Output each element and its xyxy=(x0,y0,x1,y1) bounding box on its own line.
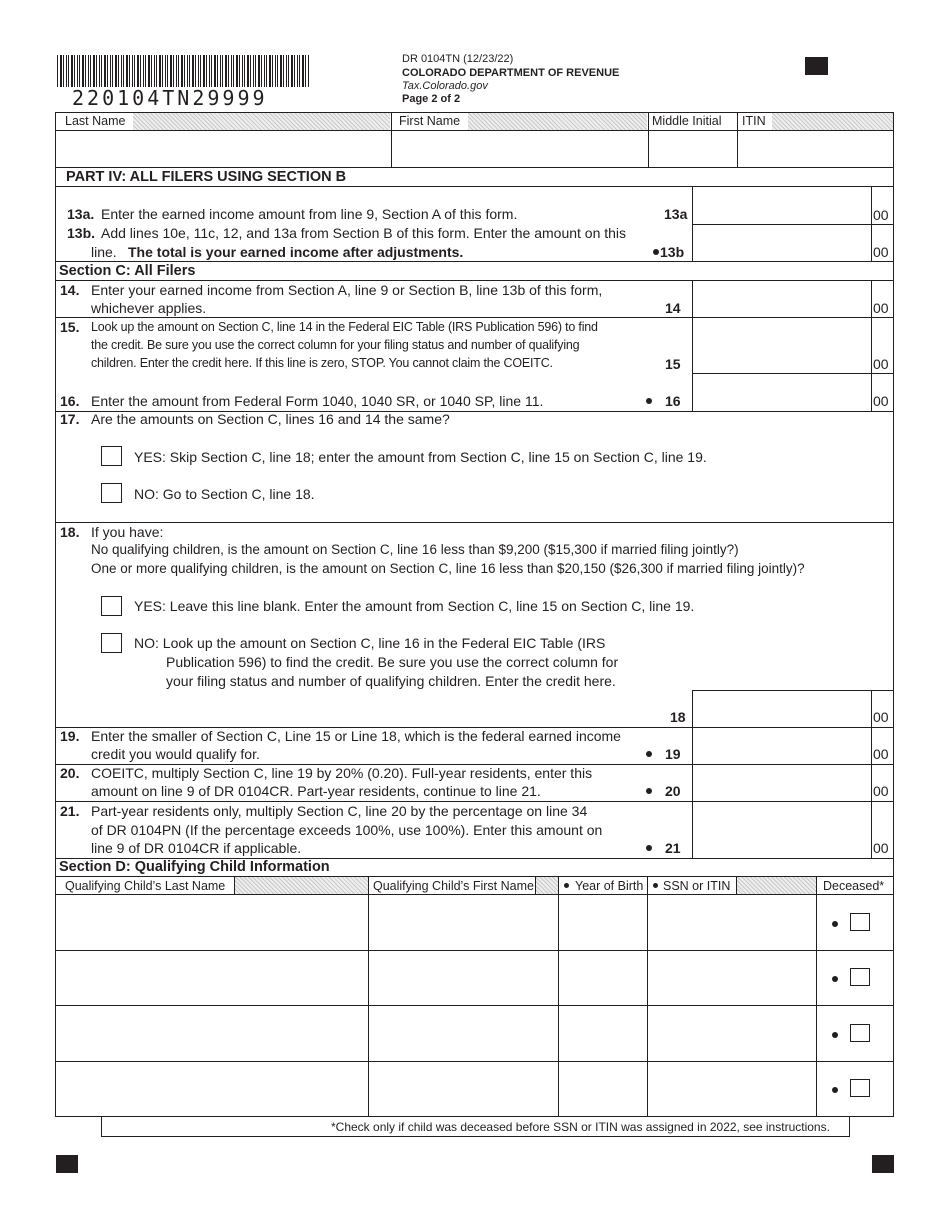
line-20-amount-field[interactable] xyxy=(693,765,870,800)
line-13a-amount-field[interactable] xyxy=(693,187,870,223)
registration-mark-bottom-right xyxy=(872,1155,894,1173)
itin-label: ITIN xyxy=(742,114,766,128)
barcode xyxy=(57,55,310,87)
child-first-name-field[interactable] xyxy=(369,1062,558,1116)
barcode-number: 220104TN29999 xyxy=(72,86,268,110)
child-last-name-field[interactable] xyxy=(56,1062,368,1116)
department-name: COLORADO DEPARTMENT OF REVENUE xyxy=(402,67,620,79)
line-14-label: 14 xyxy=(665,300,681,316)
child-last-name-field[interactable] xyxy=(56,895,368,950)
line-18-label: 18 xyxy=(670,709,686,725)
line-15-text-2: the credit. Be sure you use the correct column for your filing status and number of qualifying xyxy=(91,338,580,352)
line-19-text-2: credit you would qualify for. xyxy=(91,746,260,762)
required-bullet xyxy=(832,1032,838,1038)
part-iv-title: PART IV: ALL FILERS USING SECTION B xyxy=(66,169,347,185)
required-bullet xyxy=(646,398,652,404)
line-18-no-text-1: NO: Look up the amount on Section C, line 16 in the Federal EIC Table (IRS xyxy=(134,635,606,651)
last-name-field[interactable] xyxy=(56,131,390,166)
line-18-text-2: No qualifying children, is the amount on Section C, line 16 less than $9,200 ($15,300 if married filing jointly?) xyxy=(91,542,739,557)
child-last-name-field[interactable] xyxy=(56,951,368,1005)
line-13b-label: 13b xyxy=(660,244,685,260)
line-13b-text-1: Add lines 10e, 11c, 12, and 13a from Section B of this form. Enter the amount on this xyxy=(101,225,627,241)
line-15-text-1: Look up the amount on Section C, line 14 in the Federal EIC Table (IRS Publication 596) to find xyxy=(91,320,598,334)
line-15-label: 15 xyxy=(665,356,681,372)
last-name-label: Last Name xyxy=(65,114,126,128)
line-16-amount-field[interactable] xyxy=(693,374,870,410)
line-17-no-text: NO: Go to Section C, line 18. xyxy=(134,486,315,502)
middle-initial-field[interactable] xyxy=(649,131,736,166)
ssn-itin-field[interactable] xyxy=(648,1006,816,1061)
table-row xyxy=(56,895,893,950)
line-13a-text: Enter the earned income amount from line 9, Section A of this form. xyxy=(101,206,518,222)
line-21-text-2: of DR 0104PN (If the percentage exceeds 100%, use 100%). Enter this amount on xyxy=(91,822,603,838)
child-first-name-field[interactable] xyxy=(369,895,558,950)
line-21-cents: 00 xyxy=(873,840,889,856)
line-15-number: 15. xyxy=(60,319,80,335)
required-bullet xyxy=(653,249,659,255)
line-18-text-3: One or more qualifying children, is the amount on Section C, line 16 less than $20,150 ($26,300 if married filing jointly)? xyxy=(91,561,805,576)
line-21-text-1: Part-year residents only, multiply Section C, line 20 by the percentage on line 34 xyxy=(91,803,588,819)
line-13a-number: 13a. xyxy=(67,206,95,222)
required-bullet xyxy=(832,976,838,982)
line-17-yes-checkbox[interactable] xyxy=(101,446,122,466)
line-14-amount-field[interactable] xyxy=(693,281,870,316)
line-19-amount-field[interactable] xyxy=(693,728,870,763)
line-13b-text-2b: The total is your earned income after adjustments. xyxy=(128,244,464,260)
year-of-birth-field[interactable] xyxy=(559,1062,647,1116)
child-first-name-field[interactable] xyxy=(369,1006,558,1061)
line-18-no-checkbox[interactable] xyxy=(101,633,122,653)
col-year-of-birth: Year of Birth xyxy=(575,879,644,893)
required-bullet xyxy=(646,788,652,794)
line-21-amount-field[interactable] xyxy=(693,802,870,857)
line-17-text: Are the amounts on Section C, lines 16 and 14 the same? xyxy=(91,411,450,427)
section-d-title: Section D: Qualifying Child Information xyxy=(59,859,330,875)
required-bullet xyxy=(832,921,838,927)
first-name-label: First Name xyxy=(399,114,461,128)
itin-field[interactable] xyxy=(738,131,893,166)
table-row xyxy=(56,951,893,1005)
col-deceased: Deceased* xyxy=(823,879,885,893)
line-13a-label: 13a xyxy=(664,206,688,222)
table-row xyxy=(56,1062,893,1116)
line-14-number: 14. xyxy=(60,282,80,298)
first-name-field[interactable] xyxy=(392,131,647,166)
line-21-label: 21 xyxy=(665,840,681,856)
required-bullet xyxy=(564,883,569,888)
required-bullet xyxy=(646,845,652,851)
year-of-birth-field[interactable] xyxy=(559,895,647,950)
section-c-title: Section C: All Filers xyxy=(59,263,196,279)
line-18-number: 18. xyxy=(60,524,80,540)
table-row xyxy=(56,1006,893,1061)
deceased-checkbox[interactable] xyxy=(850,1024,870,1042)
registration-mark-top-right xyxy=(805,57,828,75)
line-17-no-checkbox[interactable] xyxy=(101,483,122,503)
line-19-label: 19 xyxy=(665,746,681,762)
line-18-yes-text: YES: Leave this line blank. Enter the amount from Section C, line 15 on Section C, line 19. xyxy=(134,598,695,614)
deceased-checkbox[interactable] xyxy=(850,968,870,986)
line-13b-cents: 00 xyxy=(873,244,889,260)
line-15-text-3: children. Enter the credit here. If this line is zero, STOP. You cannot claim the COEITC. xyxy=(91,356,553,370)
line-18-amount-field[interactable] xyxy=(693,691,870,726)
line-20-text-2: amount on line 9 of DR 0104CR. Part-year residents, continue to line 21. xyxy=(91,783,541,799)
line-19-text-1: Enter the smaller of Section C, Line 15 or Line 18, which is the federal earned income xyxy=(91,728,621,744)
col-ssn-itin: SSN or ITIN xyxy=(663,879,731,893)
child-last-name-field[interactable] xyxy=(56,1006,368,1061)
line-18-cents: 00 xyxy=(873,709,889,725)
line-17-number: 17. xyxy=(60,411,80,427)
line-20-cents: 00 xyxy=(873,783,889,799)
deceased-footnote: *Check only if child was deceased before SSN or ITIN was assigned in 2022, see instructions. xyxy=(331,1120,830,1134)
required-bullet xyxy=(653,883,658,888)
line-21-text-3: line 9 of DR 0104CR if applicable. xyxy=(91,840,302,856)
middle-initial-label: Middle Initial xyxy=(652,114,722,128)
page-number: Page 2 of 2 xyxy=(402,93,461,105)
line-13a-cents: 00 xyxy=(873,207,889,223)
line-21-number: 21. xyxy=(60,803,80,819)
line-20-label: 20 xyxy=(665,783,681,799)
line-14-text-1: Enter your earned income from Section A, line 9 or Section B, line 13b of this form, xyxy=(91,282,603,298)
col-child-first-name: Qualifying Child’s First Name xyxy=(373,879,534,893)
child-first-name-field[interactable] xyxy=(369,951,558,1005)
year-of-birth-field[interactable] xyxy=(559,951,647,1005)
line-16-number: 16. xyxy=(60,393,80,409)
deceased-checkbox[interactable] xyxy=(850,913,870,931)
line-18-yes-checkbox[interactable] xyxy=(101,596,122,616)
line-16-label: 16 xyxy=(665,393,681,409)
ssn-itin-field[interactable] xyxy=(648,895,816,950)
line-16-text: Enter the amount from Federal Form 1040, 1040 SR, or 1040 SP, line 11. xyxy=(91,393,544,409)
line-18-text-1: If you have: xyxy=(91,524,164,540)
line-16-cents: 00 xyxy=(873,393,889,409)
year-of-birth-field[interactable] xyxy=(559,1006,647,1061)
registration-mark-bottom-left xyxy=(56,1155,78,1173)
line-19-cents: 00 xyxy=(873,746,889,762)
ssn-itin-field[interactable] xyxy=(648,1062,816,1116)
line-20-text-1: COEITC, multiply Section C, line 19 by 20% (0.20). Full-year residents, enter this xyxy=(91,765,593,781)
website: Tax.Colorado.gov xyxy=(402,80,488,92)
col-child-last-name: Qualifying Child’s Last Name xyxy=(65,879,226,893)
line-15-amount-field[interactable] xyxy=(693,318,870,372)
line-14-text-2: whichever applies. xyxy=(91,300,207,316)
deceased-checkbox[interactable] xyxy=(850,1079,870,1097)
line-20-number: 20. xyxy=(60,765,80,781)
line-13b-text-2a: line. xyxy=(91,244,117,260)
form-id: DR 0104TN (12/23/22) xyxy=(402,53,514,65)
line-17-yes-text: YES: Skip Section C, line 18; enter the amount from Section C, line 15 on Section C, line 19. xyxy=(134,449,707,465)
required-bullet xyxy=(832,1087,838,1093)
line-13b-amount-field[interactable] xyxy=(693,225,870,260)
line-13b-number: 13b. xyxy=(67,225,96,241)
ssn-itin-field[interactable] xyxy=(648,951,816,1005)
line-19-number: 19. xyxy=(60,728,80,744)
line-14-cents: 00 xyxy=(873,300,889,316)
line-18-no-text-3: your filing status and number of qualifying children. Enter the credit here. xyxy=(166,673,616,689)
required-bullet xyxy=(646,751,652,757)
line-18-no-text-2: Publication 596) to find the credit. Be sure you use the correct column for xyxy=(166,654,619,670)
line-15-cents: 00 xyxy=(873,356,889,372)
